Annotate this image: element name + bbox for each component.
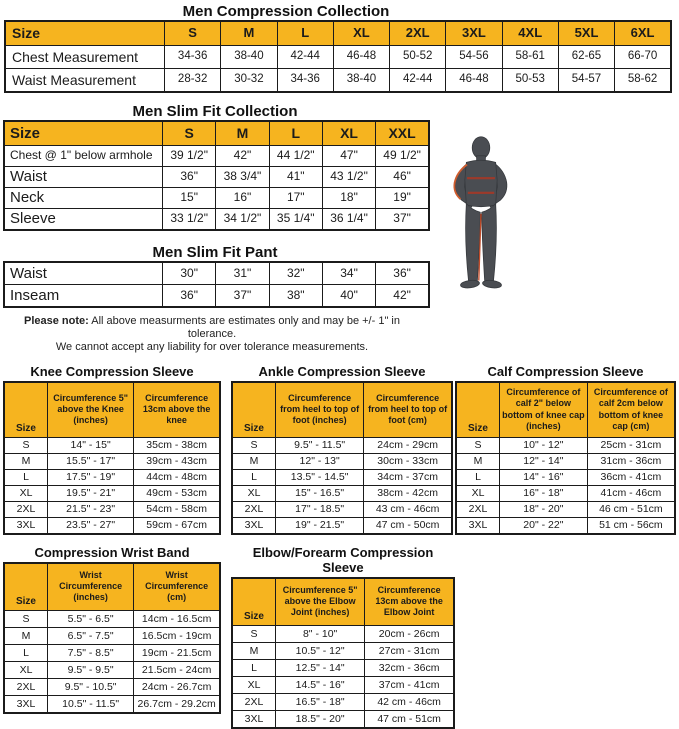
calf-sleeve-section xyxy=(455,364,676,535)
value-cell: 36" xyxy=(163,167,216,188)
value-cell: 27cm - 31cm xyxy=(365,642,454,659)
sleeve-tables-row xyxy=(3,364,679,535)
table-row xyxy=(456,437,675,453)
column-header: Size xyxy=(232,382,276,438)
elbow-sleeve-table xyxy=(231,577,455,729)
row-label: M xyxy=(232,642,276,659)
value-cell: 34cm - 37cm xyxy=(364,469,452,485)
value-cell: 38 3/4" xyxy=(216,167,269,188)
value-cell: 46-48 xyxy=(446,69,502,93)
value-cell: 37" xyxy=(376,209,429,231)
table-row xyxy=(4,661,220,678)
value-cell: 42" xyxy=(376,285,429,308)
value-cell: 19" xyxy=(376,188,429,209)
value-cell: 33 1/2" xyxy=(163,209,216,231)
value-cell: 31" xyxy=(216,262,269,285)
value-cell: 37cm - 41cm xyxy=(365,676,454,693)
column-header: Circumference of calf 2" below bottom of knee cap (inches) xyxy=(500,382,588,438)
tolerance-note-line1 xyxy=(0,315,424,341)
column-header: XXL xyxy=(376,121,429,146)
table-row xyxy=(4,501,220,517)
value-cell: 38cm - 42cm xyxy=(364,485,452,501)
table-row xyxy=(232,437,452,453)
value-cell: 43 cm - 46cm xyxy=(364,501,452,517)
value-cell: 10" - 12" xyxy=(500,437,588,453)
value-cell: 38-40 xyxy=(333,69,389,93)
table-row xyxy=(4,437,220,453)
row-label: Waist Measurement xyxy=(5,69,165,93)
table-row xyxy=(456,517,675,534)
table-row xyxy=(232,469,452,485)
value-cell: 54-57 xyxy=(558,69,614,93)
row-label: Waist xyxy=(4,262,163,285)
row-label: M xyxy=(456,453,500,469)
row-label: M xyxy=(232,453,276,469)
table-row xyxy=(4,262,429,285)
value-cell: 14" - 16" xyxy=(500,469,588,485)
value-cell: 20" - 22" xyxy=(500,517,588,534)
value-cell: 34 1/2" xyxy=(216,209,269,231)
table-row xyxy=(4,517,220,534)
figure-left-foot xyxy=(460,279,480,289)
value-cell: 39 1/2" xyxy=(163,146,216,167)
value-cell: 18" xyxy=(322,188,375,209)
table-row xyxy=(456,485,675,501)
knee-sleeve-title: Knee Compression Sleeve xyxy=(30,363,194,379)
column-header: Circumference 5" above the Elbow Joint (inches) xyxy=(276,578,365,626)
table-row xyxy=(232,517,452,534)
men-slim-fit-pant-table xyxy=(3,261,430,308)
value-cell: 14.5" - 16" xyxy=(276,676,365,693)
value-cell: 16" xyxy=(216,188,269,209)
value-cell: 25cm - 31cm xyxy=(587,437,675,453)
value-cell: 15.5" - 17" xyxy=(48,453,134,469)
tolerance-note-text: All above measurments are estimates only and may be +/- 1" in tolerance. xyxy=(88,315,400,341)
row-label: Sleeve xyxy=(4,209,163,231)
value-cell: 44cm - 48cm xyxy=(134,469,220,485)
value-cell: 50-52 xyxy=(390,46,446,69)
value-cell: 34" xyxy=(322,262,375,285)
column-header: Wrist Circumference (cm) xyxy=(134,563,220,611)
row-label: XL xyxy=(4,485,48,501)
table-row xyxy=(4,453,220,469)
value-cell: 47 cm - 51cm xyxy=(365,710,454,728)
value-cell: 42 cm - 46cm xyxy=(365,693,454,710)
calf-sleeve-title: Calf Compression Sleeve xyxy=(487,363,644,379)
column-header: XL xyxy=(322,121,375,146)
table-row xyxy=(232,453,452,469)
table-row xyxy=(4,146,429,167)
value-cell: 7.5" - 8.5" xyxy=(48,644,134,661)
calf-sleeve-table xyxy=(455,381,676,535)
value-cell: 38-40 xyxy=(221,46,277,69)
row-label: S xyxy=(232,625,276,642)
wrist-band-section xyxy=(3,545,221,714)
value-cell: 35 1/4" xyxy=(269,209,322,231)
table-row xyxy=(232,693,454,710)
value-cell: 51 cm - 56cm xyxy=(587,517,675,534)
row-label: Chest Measurement xyxy=(5,46,165,69)
header-row xyxy=(4,382,220,438)
knee-sleeve-table xyxy=(3,381,221,535)
row-label: Chest @ 1" below armhole xyxy=(4,146,163,167)
row-label: XL xyxy=(232,485,276,501)
table-row xyxy=(232,659,454,676)
value-cell: 37" xyxy=(216,285,269,308)
value-cell: 14cm - 16.5cm xyxy=(134,610,220,627)
column-header: Circumference from heel to top of foot (cm) xyxy=(364,382,452,438)
column-header: Circumference 13cm above the Elbow Joint xyxy=(365,578,454,626)
value-cell: 42" xyxy=(216,146,269,167)
value-cell: 59cm - 67cm xyxy=(134,517,220,534)
row-label: 3XL xyxy=(232,517,276,534)
column-header: Size xyxy=(4,121,163,146)
table-row xyxy=(456,453,675,469)
man-silhouette-figure xyxy=(444,136,518,312)
value-cell: 24cm - 29cm xyxy=(364,437,452,453)
column-header: 4XL xyxy=(502,21,558,46)
table-row xyxy=(5,69,671,93)
table-row xyxy=(232,642,454,659)
ankle-sleeve-table xyxy=(231,381,453,535)
header-row xyxy=(5,21,671,46)
value-cell: 36" xyxy=(163,285,216,308)
table-row xyxy=(4,167,429,188)
table-row xyxy=(4,627,220,644)
value-cell: 34-36 xyxy=(277,69,333,93)
value-cell: 38" xyxy=(269,285,322,308)
table-row xyxy=(232,501,452,517)
column-header: Size xyxy=(4,563,48,611)
elbow-sleeve-title: Elbow/Forearm Compression Sleeve xyxy=(252,544,434,575)
column-header: XL xyxy=(333,21,389,46)
value-cell: 16" - 18" xyxy=(500,485,588,501)
men-slim-fit-table xyxy=(3,120,430,231)
column-header: Size xyxy=(232,578,276,626)
value-cell: 8" - 10" xyxy=(276,625,365,642)
value-cell: 62-65 xyxy=(558,46,614,69)
value-cell: 28-32 xyxy=(165,69,221,93)
tolerance-note-line2: We cannot accept any liability for over tolerance measurements. xyxy=(55,341,369,354)
row-label: 2XL xyxy=(456,501,500,517)
value-cell: 21.5" - 23" xyxy=(48,501,134,517)
chest-measure-line xyxy=(467,177,495,179)
row-label: Waist xyxy=(4,167,163,188)
row-label: Neck xyxy=(4,188,163,209)
row-label: XL xyxy=(456,485,500,501)
row-label: 3XL xyxy=(232,710,276,728)
column-header: M xyxy=(221,21,277,46)
value-cell: 30" xyxy=(163,262,216,285)
table-row xyxy=(4,695,220,713)
row-label: 2XL xyxy=(4,501,48,517)
column-header: Circumference 13cm above the knee xyxy=(134,382,220,438)
value-cell: 9.5" - 9.5" xyxy=(48,661,134,678)
value-cell: 36 1/4" xyxy=(322,209,375,231)
elbow-sleeve-section xyxy=(231,545,455,729)
value-cell: 43 1/2" xyxy=(322,167,375,188)
row-label: 3XL xyxy=(4,695,48,713)
row-label: S xyxy=(232,437,276,453)
value-cell: 50-53 xyxy=(502,69,558,93)
section-title-men-slim-fit: Men Slim Fit Collection xyxy=(132,103,298,120)
value-cell: 32" xyxy=(269,262,322,285)
header-row xyxy=(232,382,452,438)
column-header: L xyxy=(269,121,322,146)
value-cell: 19" - 21.5" xyxy=(276,517,364,534)
value-cell: 12" - 13" xyxy=(276,453,364,469)
value-cell: 41" xyxy=(269,167,322,188)
column-header: 6XL xyxy=(615,21,671,46)
value-cell: 39cm - 43cm xyxy=(134,453,220,469)
value-cell: 49cm - 53cm xyxy=(134,485,220,501)
value-cell: 18.5" - 20" xyxy=(276,710,365,728)
value-cell: 23.5" - 27" xyxy=(48,517,134,534)
table-row xyxy=(456,501,675,517)
value-cell: 12.5" - 14" xyxy=(276,659,365,676)
column-header: 2XL xyxy=(390,21,446,46)
value-cell: 19.5" - 21" xyxy=(48,485,134,501)
table-row xyxy=(232,625,454,642)
value-cell: 26.7cm - 29.2cm xyxy=(134,695,220,713)
tolerance-note-bold: Please note: xyxy=(24,315,89,327)
value-cell: 34-36 xyxy=(165,46,221,69)
row-label: L xyxy=(456,469,500,485)
figure-left-leg xyxy=(466,203,481,281)
column-header: Wrist Circumference (inches) xyxy=(48,563,134,611)
value-cell: 47" xyxy=(322,146,375,167)
value-cell: 30cm - 33cm xyxy=(364,453,452,469)
value-cell: 15" - 16.5" xyxy=(276,485,364,501)
row-label: M xyxy=(4,627,48,644)
column-header: L xyxy=(277,21,333,46)
band-tables-row xyxy=(3,545,679,729)
value-cell: 46-48 xyxy=(333,46,389,69)
row-label: S xyxy=(4,610,48,627)
table-row xyxy=(4,285,429,308)
value-cell: 5.5" - 6.5" xyxy=(48,610,134,627)
value-cell: 44 1/2" xyxy=(269,146,322,167)
column-header: M xyxy=(216,121,269,146)
row-label: XL xyxy=(232,676,276,693)
row-label: L xyxy=(4,644,48,661)
value-cell: 16.5" - 18" xyxy=(276,693,365,710)
wrist-band-title: Compression Wrist Band xyxy=(34,544,190,560)
value-cell: 18" - 20" xyxy=(500,501,588,517)
value-cell: 54-56 xyxy=(446,46,502,69)
value-cell: 36" xyxy=(376,262,429,285)
section-title-men-slim-fit-pant: Men Slim Fit Pant xyxy=(152,244,278,261)
value-cell: 41cm - 46cm xyxy=(587,485,675,501)
value-cell: 15" xyxy=(163,188,216,209)
row-label: L xyxy=(232,659,276,676)
value-cell: 24cm - 26.7cm xyxy=(134,678,220,695)
column-header: Size xyxy=(4,382,48,438)
value-cell: 12" - 14" xyxy=(500,453,588,469)
men-compression-table xyxy=(4,20,672,93)
value-cell: 36cm - 41cm xyxy=(587,469,675,485)
value-cell: 17" - 18.5" xyxy=(276,501,364,517)
table-row xyxy=(4,610,220,627)
value-cell: 30-32 xyxy=(221,69,277,93)
value-cell: 20cm - 26cm xyxy=(365,625,454,642)
value-cell: 13.5" - 14.5" xyxy=(276,469,364,485)
table-row xyxy=(232,485,452,501)
value-cell: 9.5" - 11.5" xyxy=(276,437,364,453)
table-row xyxy=(4,469,220,485)
value-cell: 17" xyxy=(269,188,322,209)
value-cell: 17.5" - 19" xyxy=(48,469,134,485)
row-label: 3XL xyxy=(4,517,48,534)
value-cell: 66-70 xyxy=(615,46,671,69)
header-row xyxy=(4,121,429,146)
row-label: M xyxy=(4,453,48,469)
value-cell: 46 cm - 51cm xyxy=(587,501,675,517)
value-cell: 58-62 xyxy=(615,69,671,93)
row-label: L xyxy=(4,469,48,485)
section-title-men-compression: Men Compression Collection xyxy=(182,3,390,20)
value-cell: 32cm - 36cm xyxy=(365,659,454,676)
table-row xyxy=(4,209,429,231)
column-header: Circumference 5" above the Knee (inches) xyxy=(48,382,134,438)
table-row xyxy=(4,188,429,209)
value-cell: 19cm - 21.5cm xyxy=(134,644,220,661)
row-label: S xyxy=(4,437,48,453)
row-label: 2XL xyxy=(232,693,276,710)
value-cell: 14" - 15" xyxy=(48,437,134,453)
column-header: 3XL xyxy=(446,21,502,46)
header-row xyxy=(4,563,220,611)
figure-right-foot xyxy=(482,279,502,289)
table-row xyxy=(4,485,220,501)
row-label: 2XL xyxy=(4,678,48,695)
value-cell: 47 cm - 50cm xyxy=(364,517,452,534)
value-cell: 35cm - 38cm xyxy=(134,437,220,453)
table-row xyxy=(456,469,675,485)
header-row xyxy=(456,382,675,438)
value-cell: 10.5" - 11.5" xyxy=(48,695,134,713)
column-header: S xyxy=(165,21,221,46)
figure-right-leg xyxy=(482,203,497,281)
value-cell: 6.5" - 7.5" xyxy=(48,627,134,644)
table-row xyxy=(232,710,454,728)
column-header: Size xyxy=(456,382,500,438)
value-cell: 31cm - 36cm xyxy=(587,453,675,469)
column-header: 5XL xyxy=(558,21,614,46)
value-cell: 9.5" - 10.5" xyxy=(48,678,134,695)
row-label: Inseam xyxy=(4,285,163,308)
ankle-sleeve-title: Ankle Compression Sleeve xyxy=(258,363,426,379)
row-label: 2XL xyxy=(232,501,276,517)
table-row xyxy=(232,676,454,693)
value-cell: 58-61 xyxy=(502,46,558,69)
header-row xyxy=(232,578,454,626)
value-cell: 40" xyxy=(322,285,375,308)
table-row xyxy=(4,678,220,695)
column-header: Size xyxy=(5,21,165,46)
value-cell: 42-44 xyxy=(277,46,333,69)
row-label: XL xyxy=(4,661,48,678)
ankle-sleeve-section xyxy=(231,364,453,535)
knee-sleeve-section xyxy=(3,364,221,535)
column-header: Circumference of calf 2cm below bottom of knee cap (cm) xyxy=(587,382,675,438)
column-header: Circumference from heel to top of foot (inches) xyxy=(276,382,364,438)
value-cell: 21.5cm - 24cm xyxy=(134,661,220,678)
row-label: 3XL xyxy=(456,517,500,534)
value-cell: 46" xyxy=(376,167,429,188)
row-label: L xyxy=(232,469,276,485)
value-cell: 16.5cm - 19cm xyxy=(134,627,220,644)
table-row xyxy=(4,644,220,661)
row-label: S xyxy=(456,437,500,453)
value-cell: 49 1/2" xyxy=(376,146,429,167)
tolerance-note xyxy=(0,315,424,355)
value-cell: 54cm - 58cm xyxy=(134,501,220,517)
value-cell: 42-44 xyxy=(390,69,446,93)
table-row xyxy=(5,46,671,69)
figure-torso xyxy=(465,160,497,207)
column-header: S xyxy=(163,121,216,146)
wrist-band-table xyxy=(3,562,221,714)
waist-measure-line xyxy=(468,192,494,194)
value-cell: 10.5" - 12" xyxy=(276,642,365,659)
